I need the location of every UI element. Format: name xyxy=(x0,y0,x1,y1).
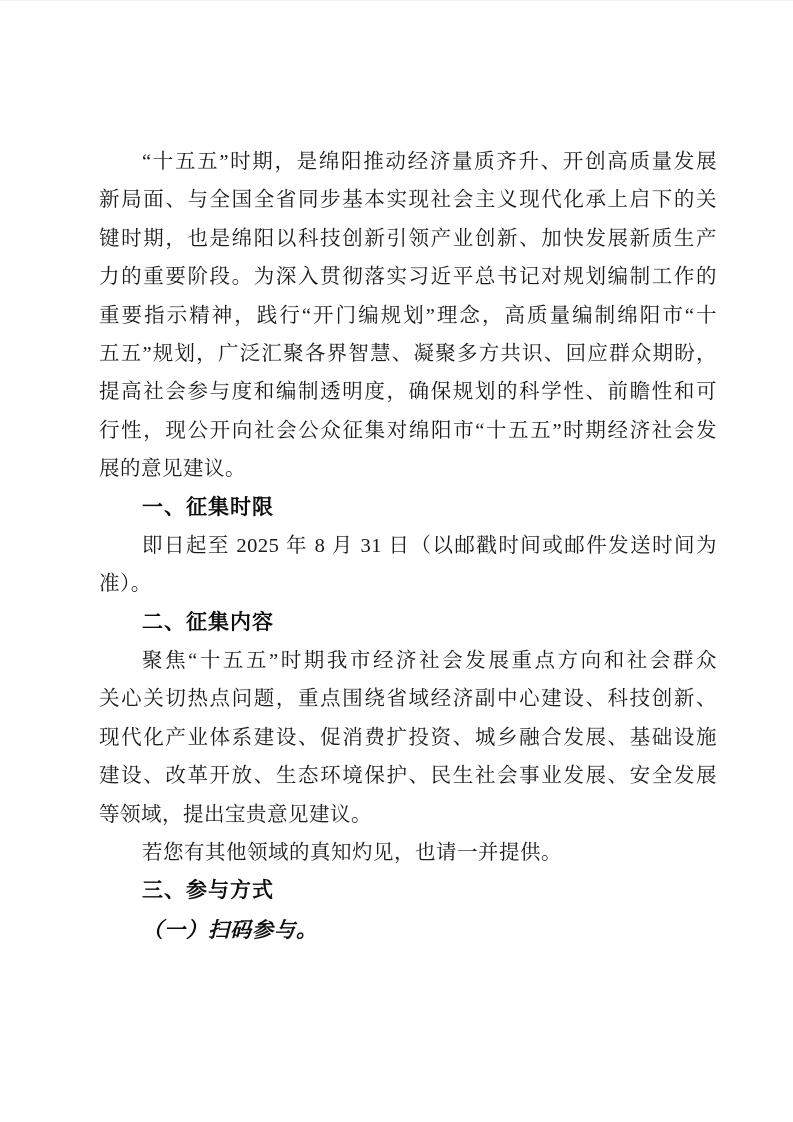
text-line: “十五五”时期，是绵阳推动经济量质齐升、开创高质量发展 xyxy=(142,151,717,173)
text-line: 建设、改革开放、生态环境保护、民生社会事业发展、安全发展 xyxy=(99,765,717,788)
section-heading: 二、征集内容 xyxy=(142,610,274,634)
text-line: 键时期，也是绵阳以科技创新引领产业创新、加快发展新质生产 xyxy=(99,227,717,250)
text-line: 聚焦“十五五”时期我市经济社会发展重点方向和社会群众 xyxy=(142,650,717,673)
text-line: 关心关切热点问题，重点围绕省域经济副中心建设、科技创新、 xyxy=(99,688,717,711)
text-line: 准）。 xyxy=(99,573,152,596)
text-line: 力的重要阶段。为深入贯彻落实习近平总书记对规划编制工作的 xyxy=(99,266,717,289)
text-line: 重要指示精神，践行“开门编规划”理念，高质量编制绵阳市“十 xyxy=(99,304,717,327)
text-line: 行性，现公开向社会公众征集对绵阳市“十五五”时期经济社会发 xyxy=(99,419,717,442)
text-line: 提高社会参与度和编制透明度，确保规划的科学性、前瞻性和可 xyxy=(99,381,717,404)
text-line: 展的意见建议。 xyxy=(99,458,246,481)
text-line: 即日起至 2025 年 8 月 31 日（以邮戳时间或邮件发送时间为 xyxy=(142,534,717,557)
text-line: 等领域，提出宝贵意见建议。 xyxy=(99,803,372,826)
section-heading: 三、参与方式 xyxy=(142,879,274,903)
text-line: 现代化产业体系建设、促消费扩投资、城乡融合发展、基础设施 xyxy=(99,726,717,749)
text-line: 五五”规划，广泛汇聚各界智慧、凝聚多方共识、回应群众期盼， xyxy=(99,342,717,365)
document-content xyxy=(99,143,717,949)
section-heading: 一、征集时限 xyxy=(142,495,274,519)
text-line: 新局面、与全国全省同步基本实现社会主义现代化承上启下的关 xyxy=(99,189,717,212)
text-line: 若您有其他领域的真知灼见，也请一并提供。 xyxy=(142,842,562,865)
sub-section-heading: （一）扫码参与。 xyxy=(142,917,318,942)
